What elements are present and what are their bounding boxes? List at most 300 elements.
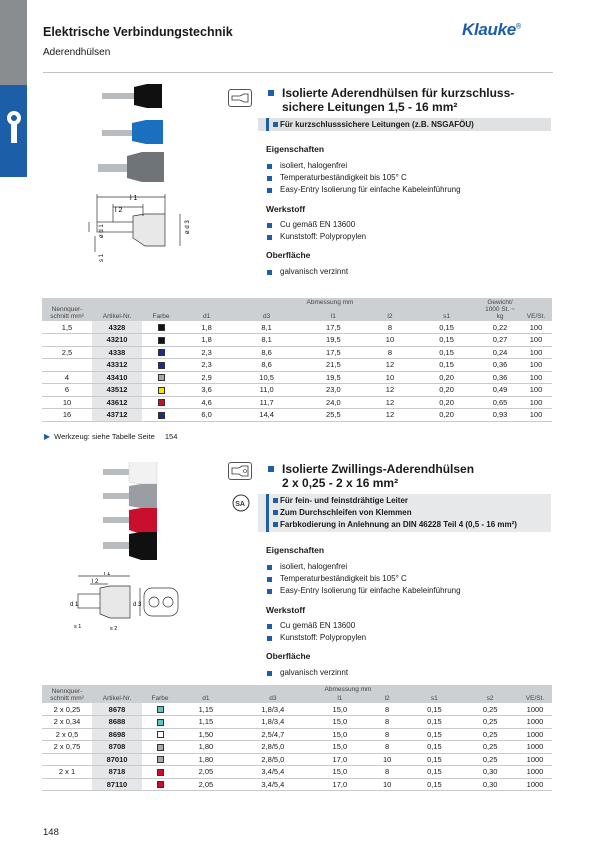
logo-registered-mark: ®: [515, 23, 521, 31]
cell-d1: 1,8: [180, 334, 233, 347]
cell-querschnitt: [42, 359, 92, 372]
cell-s2: 0,25: [462, 728, 518, 741]
color-swatch-cell: [142, 384, 180, 397]
cell-l2: 8: [367, 321, 413, 334]
cell-l2: 10: [368, 753, 407, 766]
cell-d3: 11,0: [233, 384, 300, 397]
cell-artikel: 43712: [92, 409, 142, 422]
twin-ferrule-product-photo: [95, 462, 175, 572]
cell-l2: 8: [367, 346, 413, 359]
note-page-link[interactable]: 154: [164, 432, 178, 441]
list-item: [266, 632, 546, 644]
twin-ferrule-dimension-drawing: [70, 572, 190, 634]
list-bullet-icon: [267, 565, 272, 570]
cell-querschnitt: 2 x 0,5: [42, 728, 92, 741]
cell-artikel: 87110: [92, 778, 142, 791]
cell-artikel: 8718: [92, 766, 142, 779]
cell-s1: 0,20: [413, 396, 480, 409]
cell-l2: 12: [367, 359, 413, 372]
list-bullet-icon: [267, 624, 272, 629]
color-swatch-cell: [142, 778, 178, 791]
cell-gewicht: 0,49: [480, 384, 520, 397]
col-header-s1: s1: [413, 310, 480, 322]
cell-d3: 8,1: [233, 334, 300, 347]
cell-querschnitt: 10: [42, 396, 92, 409]
werkstoff-heading: Werkstoff: [266, 204, 306, 214]
cell-gewicht: 0,24: [480, 346, 520, 359]
cell-l2: 12: [367, 384, 413, 397]
list-bullet-icon: [267, 235, 272, 240]
list-item: [266, 620, 546, 632]
list-item-text: Temperaturbeständigkeit bis 105° C: [280, 173, 407, 182]
col-header-querschnitt: Nennquer-schnitt mm²: [42, 685, 92, 703]
cell-s2: 0,30: [462, 778, 518, 791]
cell-d3: 8,6: [233, 346, 300, 359]
list-item: [266, 231, 546, 243]
table-row: [42, 334, 552, 347]
cell-l1: 17,5: [300, 346, 367, 359]
list-item: [266, 219, 546, 231]
oberflaeche-heading: Oberfläche: [266, 250, 311, 260]
cable-lug-icon: [4, 109, 24, 149]
sidebar-gray-block: [0, 0, 27, 85]
cell-d1: 2,3: [180, 346, 233, 359]
cell-d3: 3,4/5,4: [234, 766, 312, 779]
list-bullet-icon: [267, 270, 272, 275]
cell-querschnitt: [42, 753, 92, 766]
dim-label-l2: l 2: [115, 207, 123, 214]
cell-l2: 8: [368, 766, 407, 779]
table-row: [42, 753, 552, 766]
color-swatch: [158, 399, 165, 406]
cell-s2: 0,25: [462, 753, 518, 766]
table-row: [42, 716, 552, 729]
col-header-l2: l2: [367, 310, 413, 322]
color-swatch: [157, 744, 164, 751]
col-header-farbe: Farbe: [142, 298, 180, 321]
cell-artikel: 8698: [92, 728, 142, 741]
cell-querschnitt: 6: [42, 384, 92, 397]
cell-gewicht: 0,22: [480, 321, 520, 334]
cell-l2: 12: [367, 396, 413, 409]
cell-querschnitt: 16: [42, 409, 92, 422]
tool-reference-note: [44, 432, 177, 441]
list-item: [266, 184, 546, 196]
list-bullet-icon: [267, 164, 272, 169]
cell-d3: 8,1: [233, 321, 300, 334]
list-bullet-icon: [267, 223, 272, 228]
cell-ve: 100: [520, 346, 552, 359]
cell-s2: 0,25: [462, 741, 518, 754]
cell-s1: 0,20: [413, 384, 480, 397]
cell-artikel: 43312: [92, 359, 142, 372]
dim-label-d3: d 3: [133, 602, 142, 608]
section2-properties: [266, 545, 546, 679]
list-item-text: Easy-Entry Isolierung für einfache Kabeleinführung: [280, 185, 461, 194]
cell-l2: 10: [367, 371, 413, 384]
cell-l2: 8: [368, 741, 407, 754]
cell-artikel: 43512: [92, 384, 142, 397]
color-swatch: [158, 387, 165, 394]
color-swatch-cell: [142, 409, 180, 422]
list-item-text: Cu gemäß EN 13600: [280, 621, 356, 630]
color-swatch-cell: [142, 321, 180, 334]
cell-s1: 0,15: [407, 766, 463, 779]
cell-l2: 12: [367, 409, 413, 422]
section1-properties: [266, 144, 546, 278]
col-header-d1: d1: [180, 310, 233, 322]
cell-d3: 2,8/5,0: [234, 741, 312, 754]
list-item: [266, 266, 546, 278]
cell-d1: 1,50: [178, 728, 234, 741]
cell-d1: 6,0: [180, 409, 233, 422]
section2-feature-1: Zum Durchschleifen von Klemmen: [280, 508, 412, 517]
cell-s2: 0,25: [462, 716, 518, 729]
cell-l1: 15,0: [312, 766, 368, 779]
title-bullet-icon: [268, 466, 274, 472]
list-bullet-icon: [267, 188, 272, 193]
cell-d1: 2,05: [178, 778, 234, 791]
dim-label-d1: ø d 1: [99, 224, 105, 238]
cell-d3: 2,8/5,0: [234, 753, 312, 766]
cell-l1: 19,5: [300, 334, 367, 347]
note-text: Werkzeug: siehe Tabelle Seite: [54, 432, 155, 441]
color-swatch: [157, 781, 164, 788]
color-swatch: [157, 706, 164, 713]
cell-d1: 1,80: [178, 753, 234, 766]
feature-bullet-icon: [273, 498, 278, 503]
dim-label-l1: l 1: [104, 572, 111, 577]
color-swatch-cell: [142, 396, 180, 409]
cell-d1: 1,8: [180, 321, 233, 334]
list-bullet-icon: [267, 176, 272, 181]
csa-cert-text: SA: [235, 501, 245, 508]
table-row: [42, 409, 552, 422]
list-item: [266, 667, 546, 679]
cell-ve: 1000: [518, 728, 552, 741]
arrow-right-icon: ▶: [44, 432, 51, 441]
cell-artikel: 87010: [92, 753, 142, 766]
table-row: [42, 346, 552, 359]
col-header-ve: VE/St.: [518, 685, 552, 703]
col-header-gewicht: Gewicht/ 1000 St. ~ kg: [480, 298, 520, 321]
dim-label-s2: s 2: [110, 626, 118, 632]
list-item: [266, 585, 546, 597]
col-header-d3: d3: [233, 310, 300, 322]
color-swatch: [158, 362, 165, 369]
eigenschaften-heading: Eigenschaften: [266, 545, 325, 555]
cell-querschnitt: [42, 778, 92, 791]
col-header-artikel: Artikel-Nr.: [92, 298, 142, 321]
col-header-abmessung: Abmessung mm: [180, 298, 480, 310]
table-row: [42, 703, 552, 716]
list-item-text: galvanisch verzinnt: [280, 267, 349, 276]
cell-l2: 8: [368, 728, 407, 741]
section1-title-line1: Isolierte Aderendhülsen für kurzschluss-: [282, 86, 515, 100]
csa-cert-icon: [232, 494, 250, 512]
color-swatch: [157, 756, 164, 763]
cell-ve: 1000: [518, 703, 552, 716]
cell-ve: 100: [520, 409, 552, 422]
ferrule-dimension-drawing: [85, 192, 195, 272]
cell-d3: 11,7: [233, 396, 300, 409]
col-header-l1: l1: [312, 694, 368, 703]
cell-querschnitt: 2,5: [42, 346, 92, 359]
cell-gewicht: 0,93: [480, 409, 520, 422]
list-bullet-icon: [267, 671, 272, 676]
cell-s1: 0,15: [407, 703, 463, 716]
cell-artikel: 8708: [92, 741, 142, 754]
ferrule-shape-icon: [228, 89, 252, 107]
section2-spec-table: [42, 685, 552, 791]
cell-querschnitt: [42, 334, 92, 347]
dim-label-s1: s 1: [74, 624, 82, 630]
cell-d1: 2,3: [180, 359, 233, 372]
cell-ve: 1000: [518, 753, 552, 766]
eigenschaften-heading: Eigenschaften: [266, 144, 325, 154]
col-header-d3: d3: [234, 694, 312, 703]
table-header-row: [42, 685, 552, 694]
color-swatch-cell: [142, 346, 180, 359]
cell-ve: 1000: [518, 741, 552, 754]
cell-s1: 0,15: [413, 346, 480, 359]
page-number: 148: [43, 827, 59, 838]
cell-l1: 15,0: [312, 728, 368, 741]
cell-s1: 0,15: [413, 321, 480, 334]
table-row: [42, 359, 552, 372]
cell-l1: 17,0: [312, 753, 368, 766]
cell-s2: 0,30: [462, 766, 518, 779]
table-row: [42, 778, 552, 791]
list-item: [266, 573, 546, 585]
cell-artikel: 8678: [92, 703, 142, 716]
cell-d1: 1,15: [178, 716, 234, 729]
section2-feature-0: Für fein- und feinstdrähtige Leiter: [280, 496, 409, 505]
cell-querschnitt: 2 x 0,34: [42, 716, 92, 729]
cell-artikel: 4338: [92, 346, 142, 359]
section1-feature-bar: [258, 118, 551, 131]
cell-ve: 100: [520, 384, 552, 397]
page-header-subtitle: Aderendhülsen: [43, 47, 111, 58]
col-header-l2: l2: [368, 694, 407, 703]
feature-line: [258, 519, 551, 531]
color-swatch: [158, 337, 165, 344]
cell-l2: 10: [368, 778, 407, 791]
cell-s1: 0,15: [407, 753, 463, 766]
table-header-row: [42, 298, 552, 310]
section1-title: [268, 86, 568, 114]
cell-ve: 1000: [518, 716, 552, 729]
cell-artikel: 43410: [92, 371, 142, 384]
dim-label-d1: d 1: [70, 602, 79, 608]
list-item-text: Kunststoff: Polypropylen: [280, 232, 367, 241]
color-swatch: [158, 412, 165, 419]
table-row: [42, 741, 552, 754]
cell-artikel: 43612: [92, 396, 142, 409]
cell-s1: 0,15: [407, 716, 463, 729]
col-header-ve: VE/St.: [520, 298, 552, 321]
section2-title: [268, 462, 568, 490]
cell-s1: 0,20: [413, 371, 480, 384]
cell-d3: 8,6: [233, 359, 300, 372]
cell-l1: 17,5: [300, 321, 367, 334]
section1-spec-table: [42, 298, 552, 422]
color-swatch: [158, 349, 165, 356]
cell-s1: 0,15: [413, 359, 480, 372]
cell-l1: 15,0: [312, 703, 368, 716]
cell-l1: 17,0: [312, 778, 368, 791]
werkstoff-heading: Werkstoff: [266, 605, 306, 615]
color-swatch-cell: [142, 359, 180, 372]
list-item: [266, 160, 546, 172]
cell-querschnitt: 1,5: [42, 321, 92, 334]
cell-artikel: 8688: [92, 716, 142, 729]
cell-l1: 25,5: [300, 409, 367, 422]
list-bullet-icon: [267, 589, 272, 594]
cell-l2: 8: [368, 703, 407, 716]
section1-title-line2: sichere Leitungen 1,5 - 16 mm²: [282, 100, 458, 114]
col-header-d1: d1: [178, 694, 234, 703]
col-header-querschnitt: Nennquer-schnitt mm²: [42, 298, 92, 321]
section2-feature-2: Farbkodierung in Anlehnung an DIN 46228 Teil 4 (0,5 - 16 mm²): [280, 520, 517, 529]
header-divider: [43, 72, 553, 73]
list-item-text: Temperaturbeständigkeit bis 105° C: [280, 574, 407, 583]
cell-s1: 0,15: [407, 728, 463, 741]
table-row: [42, 384, 552, 397]
section2-feature-box: [258, 494, 551, 532]
title-bullet-icon: [268, 90, 274, 96]
list-item-text: isoliert, halogenfrei: [280, 161, 348, 170]
list-item-text: Easy-Entry Isolierung für einfache Kabeleinführung: [280, 586, 461, 595]
cell-ve: 1000: [518, 778, 552, 791]
feature-line: [258, 495, 551, 507]
cell-s1: 0,20: [413, 409, 480, 422]
cell-d3: 1,8/3,4: [234, 716, 312, 729]
feature-bar-accent: [266, 118, 269, 131]
cell-l2: 8: [368, 716, 407, 729]
feature-bullet-icon: [273, 122, 278, 127]
col-header-artikel: Artikel-Nr.: [92, 685, 142, 703]
section2-title-line2: 2 x 0,25 - 2 x 16 mm²: [282, 476, 399, 490]
list-item: [266, 172, 546, 184]
cell-l1: 19,5: [300, 371, 367, 384]
cell-d1: 1,15: [178, 703, 234, 716]
cell-artikel: 4328: [92, 321, 142, 334]
feature-line: [258, 507, 551, 519]
cell-ve: 100: [520, 396, 552, 409]
color-swatch: [158, 324, 165, 331]
cell-d1: 2,05: [178, 766, 234, 779]
cell-l1: 23,0: [300, 384, 367, 397]
color-swatch: [157, 769, 164, 776]
cell-d3: 10,5: [233, 371, 300, 384]
cell-gewicht: 0,36: [480, 359, 520, 372]
cell-l1: 24,0: [300, 396, 367, 409]
cell-s1: 0,15: [407, 778, 463, 791]
cell-s1: 0,15: [407, 741, 463, 754]
col-header-farbe: Farbe: [142, 685, 178, 703]
cell-s2: 0,25: [462, 703, 518, 716]
cell-l1: 15,0: [312, 716, 368, 729]
feature-bullet-icon: [273, 522, 278, 527]
cell-gewicht: 0,65: [480, 396, 520, 409]
table-row: [42, 371, 552, 384]
section2-title-line1: Isolierte Zwillings-Aderendhülsen: [282, 462, 475, 476]
color-swatch-cell: [142, 741, 178, 754]
cell-querschnitt: 2 x 0,75: [42, 741, 92, 754]
cell-d1: 3,6: [180, 384, 233, 397]
table-row: [42, 321, 552, 334]
cell-gewicht: 0,27: [480, 334, 520, 347]
oberflaeche-heading: Oberfläche: [266, 651, 311, 661]
cell-ve: 1000: [518, 766, 552, 779]
brand-logo: [462, 20, 521, 40]
color-swatch-cell: [142, 753, 178, 766]
cell-ve: 100: [520, 321, 552, 334]
list-bullet-icon: [267, 577, 272, 582]
cell-gewicht: 0,36: [480, 371, 520, 384]
table-row: [42, 396, 552, 409]
cell-ve: 100: [520, 371, 552, 384]
cell-querschnitt: 4: [42, 371, 92, 384]
color-swatch-cell: [142, 716, 178, 729]
cell-ve: 100: [520, 359, 552, 372]
feature-bullet-icon: [273, 510, 278, 515]
col-header-l1: l1: [300, 310, 367, 322]
table-row: [42, 766, 552, 779]
color-swatch: [157, 719, 164, 726]
cell-d3: 3,4/5,4: [234, 778, 312, 791]
list-item-text: Kunststoff: Polypropylen: [280, 633, 367, 642]
cell-d1: 1,80: [178, 741, 234, 754]
color-swatch-cell: [142, 766, 178, 779]
cell-d3: 1,8/3,4: [234, 703, 312, 716]
cell-l1: 15,0: [312, 741, 368, 754]
color-swatch-cell: [142, 728, 178, 741]
logo-text: Klauke: [462, 20, 516, 39]
cell-ve: 100: [520, 334, 552, 347]
twin-ferrule-shape-icon: [228, 462, 252, 480]
list-item: [266, 561, 546, 573]
table-row: [42, 728, 552, 741]
ferrule-product-photo: [92, 82, 172, 202]
cell-l1: 21,5: [300, 359, 367, 372]
list-item-text: galvanisch verzinnt: [280, 668, 349, 677]
cell-s1: 0,15: [413, 334, 480, 347]
cell-querschnitt: 2 x 0,25: [42, 703, 92, 716]
cell-d3: 14,4: [233, 409, 300, 422]
section1-feature-0: Für kurzschlusssichere Leitungen (z.B. NSGAFÖU): [280, 120, 474, 129]
color-swatch: [157, 731, 164, 738]
col-header-s2: s2: [462, 694, 518, 703]
col-header-abmessung: Abmessung mm: [178, 685, 518, 694]
color-swatch-cell: [142, 371, 180, 384]
cell-d1: 4,6: [180, 396, 233, 409]
cell-artikel: 43210: [92, 334, 142, 347]
col-header-s1: s1: [407, 694, 463, 703]
list-item-text: Cu gemäß EN 13600: [280, 220, 356, 229]
cell-d3: 2,5/4,7: [234, 728, 312, 741]
page-header-title: Elektrische Verbindungstechnik: [43, 25, 233, 39]
dim-label-l1: l 1: [130, 195, 138, 202]
dim-label-d3: ø d 3: [185, 220, 191, 234]
sidebar-section-tab[interactable]: [0, 85, 27, 177]
color-swatch-cell: [142, 703, 178, 716]
dim-label-s1: s 1: [99, 253, 105, 262]
dim-label-l2: l 2: [92, 579, 99, 585]
list-bullet-icon: [267, 636, 272, 641]
color-swatch: [158, 374, 165, 381]
